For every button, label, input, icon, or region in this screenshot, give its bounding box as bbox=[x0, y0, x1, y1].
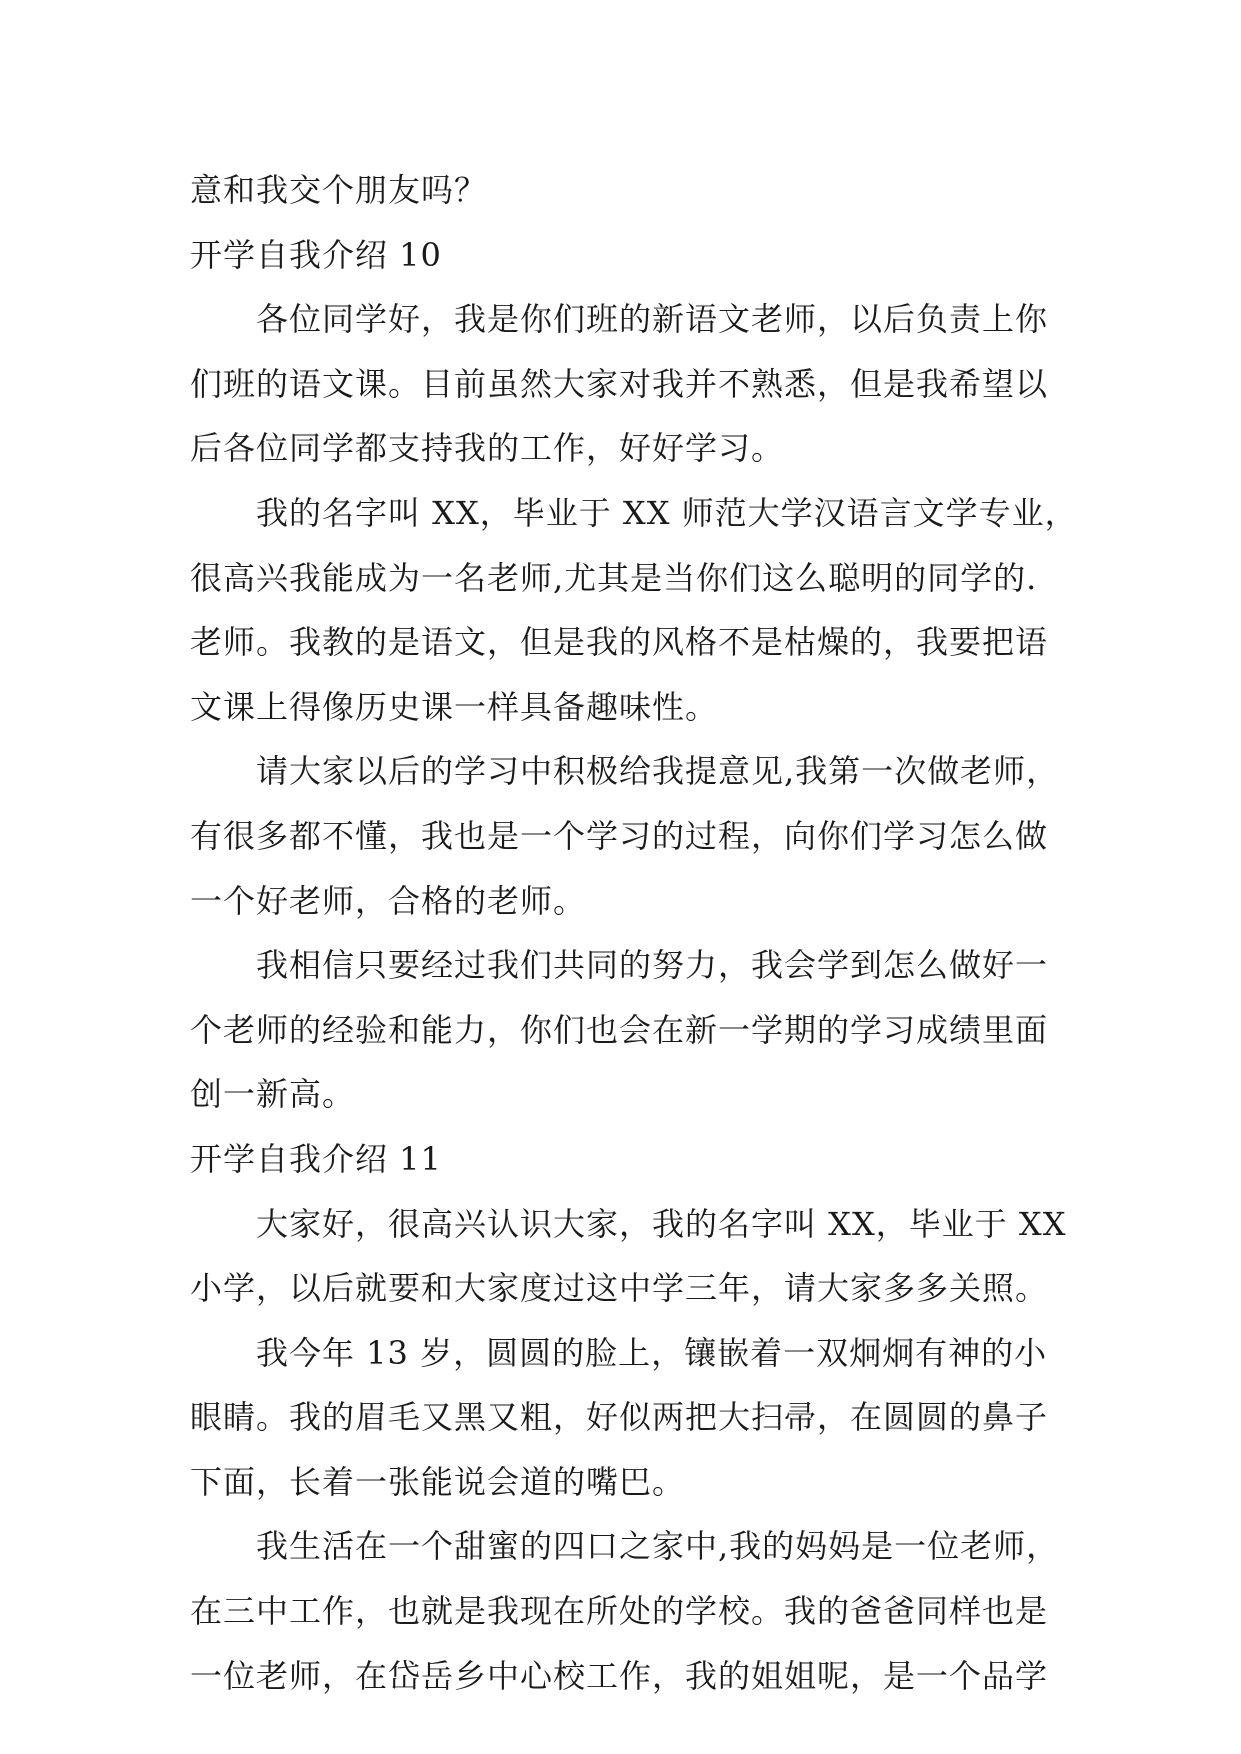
paragraph-line: 很高兴我能成为一名老师,尤其是当你们这么聪明的同学的. bbox=[190, 558, 1038, 597]
paragraph-line: 我的名字叫 XX，毕业于 XX 师范大学汉语言文学专业， bbox=[256, 493, 1078, 532]
section-heading: 开学自我介绍 11 bbox=[190, 1139, 442, 1178]
paragraph-line: 大家好，很高兴认识大家，我的名字叫 XX，毕业于 XX bbox=[256, 1204, 1067, 1243]
paragraph-line: 创一新高。 bbox=[190, 1075, 356, 1114]
paragraph-line: 眼睛。我的眉毛又黑又粗，好似两把大扫帚，在圆圆的鼻子 bbox=[190, 1398, 1049, 1437]
paragraph-line: 后各位同学都支持我的工作，好好学习。 bbox=[190, 429, 785, 468]
paragraph-line: 有很多都不懂，我也是一个学习的过程，向你们学习怎么做 bbox=[190, 816, 1049, 855]
paragraph-line: 在三中工作，也就是我现在所处的学校。我的爸爸同样也是 bbox=[190, 1592, 1049, 1631]
paragraph-line: 下面，长着一张能说会道的嘴巴。 bbox=[190, 1462, 686, 1501]
paragraph-line: 们班的语文课。目前虽然大家对我并不熟悉，但是我希望以 bbox=[190, 364, 1049, 403]
paragraph-line: 一个好老师，合格的老师。 bbox=[190, 881, 587, 920]
paragraph-line: 我生活在一个甜蜜的四口之家中,我的妈妈是一位老师， bbox=[256, 1527, 1060, 1566]
paragraph-line: 小学，以后就要和大家度过这中学三年，请大家多多关照。 bbox=[190, 1269, 1049, 1308]
paragraph-line: 我相信只要经过我们共同的努力，我会学到怎么做好一 bbox=[256, 946, 1049, 985]
paragraph-line: 请大家以后的学习中积极给我提意见,我第一次做老师， bbox=[256, 752, 1060, 791]
paragraph-line: 各位同学好，我是你们班的新语文老师，以后负责上你 bbox=[256, 300, 1049, 339]
paragraph-line: 我今年 13 岁，圆圆的脸上，镶嵌着一双炯炯有神的小 bbox=[256, 1333, 1048, 1372]
paragraph-line: 意和我交个朋友吗？ bbox=[190, 171, 488, 209]
section-heading: 开学自我介绍 10 bbox=[190, 235, 442, 274]
paragraph-line: 文课上得像历史课一样具备趣味性。 bbox=[190, 687, 719, 726]
document-body bbox=[190, 158, 1090, 1708]
paragraph-line: 一位老师，在岱岳乡中心校工作，我的姐姐呢，是一个品学 bbox=[190, 1656, 1049, 1695]
paragraph-line: 老师。我教的是语文，但是我的风格不是枯燥的，我要把语 bbox=[190, 623, 1049, 662]
paragraph-line: 个老师的经验和能力，你们也会在新一学期的学习成绩里面 bbox=[190, 1010, 1049, 1049]
